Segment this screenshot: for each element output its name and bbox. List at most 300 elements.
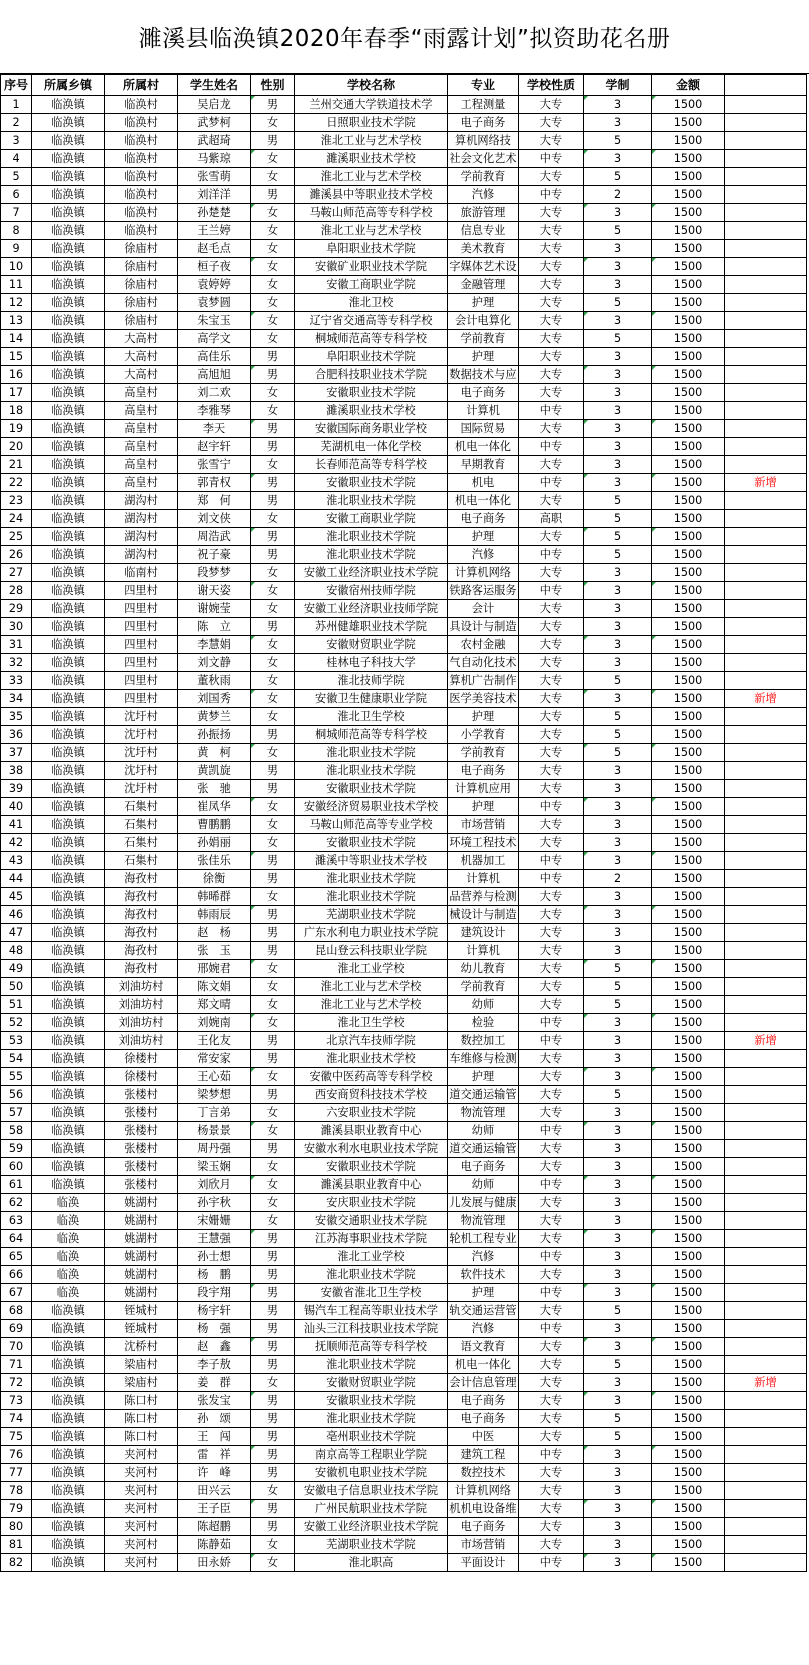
col-amount-cell: 1500 xyxy=(652,1536,725,1554)
col-school-name-cell: 安徽水利水电职业技术学院 xyxy=(295,1140,448,1158)
col-township-cell: 临涣镇 xyxy=(32,582,105,600)
col-school-name-cell: 安徽工商职业学院 xyxy=(295,510,448,528)
page-title: 濉溪县临涣镇2020年春季“雨露计划”拟资助花名册 xyxy=(0,0,809,74)
new-flag-cell xyxy=(725,1320,807,1338)
col-school-name-cell: 抚顺师范高等专科学校 xyxy=(295,1338,448,1356)
col-index-cell: 36 xyxy=(1,726,32,744)
col-student-name-cell: 常安家 xyxy=(178,1050,251,1068)
col-duration-cell: 3 xyxy=(584,1212,652,1230)
new-flag-cell xyxy=(725,1284,807,1302)
col-student-name-cell: 赵宇轩 xyxy=(178,438,251,456)
new-flag-cell xyxy=(725,1266,807,1284)
col-village-cell: 高皇村 xyxy=(105,384,178,402)
col-gender-cell: 女 xyxy=(251,1122,295,1140)
col-major-cell: 机电一体化 xyxy=(448,438,519,456)
new-flag-cell xyxy=(725,1050,807,1068)
col-village-cell: 海孜村 xyxy=(105,888,178,906)
col-amount-cell: 1500 xyxy=(652,1320,725,1338)
col-duration-cell: 5 xyxy=(584,672,652,690)
col-village-cell: 临涣村 xyxy=(105,186,178,204)
col-major-cell: 会计信息管理 xyxy=(448,1374,519,1392)
new-flag-cell xyxy=(725,1194,807,1212)
new-flag-cell xyxy=(725,204,807,222)
col-student-name-cell: 祝子豪 xyxy=(178,546,251,564)
col-amount-cell: 1500 xyxy=(652,1302,725,1320)
col-major-cell: 环境工程技术 xyxy=(448,834,519,852)
col-township-cell: 临涣镇 xyxy=(32,1176,105,1194)
new-flag-cell xyxy=(725,708,807,726)
col-duration-cell: 5 xyxy=(584,132,652,150)
col-village-cell: 张楼村 xyxy=(105,1176,178,1194)
col-school-name-cell: 亳州职业技术学院 xyxy=(295,1428,448,1446)
table-row xyxy=(1,690,807,708)
col-township-cell: 临涣镇 xyxy=(32,1032,105,1050)
col-major-cell: 机电 xyxy=(448,474,519,492)
col-major-cell: 平面设计 xyxy=(448,1554,519,1572)
col-amount-cell: 1500 xyxy=(652,330,725,348)
col-index-cell: 81 xyxy=(1,1536,32,1554)
col-index-cell: 37 xyxy=(1,744,32,762)
col-major-cell: 汽修 xyxy=(448,1320,519,1338)
col-duration-cell: 5 xyxy=(584,744,652,762)
col-major-cell: 市场营销 xyxy=(448,816,519,834)
col-duration-cell: 3 xyxy=(584,1104,652,1122)
new-flag-cell xyxy=(725,960,807,978)
col-school-type-cell: 大专 xyxy=(519,1266,584,1284)
col-township-cell: 临涣镇 xyxy=(32,528,105,546)
col-index-cell: 67 xyxy=(1,1284,32,1302)
new-flag-cell xyxy=(725,600,807,618)
col-index-cell: 44 xyxy=(1,870,32,888)
col-amount-cell: 1500 xyxy=(652,870,725,888)
col-village-cell: 姚湖村 xyxy=(105,1194,178,1212)
col-township-cell: 临涣镇 xyxy=(32,798,105,816)
col-gender-cell: 女 xyxy=(251,690,295,708)
col-gender-cell: 女 xyxy=(251,1212,295,1230)
col-major-cell: 汽修 xyxy=(448,1248,519,1266)
col-township-cell: 临涣镇 xyxy=(32,978,105,996)
col-duration-cell: 5 xyxy=(584,330,652,348)
col-school-name-cell: 安徽经济贸易职业技术学校 xyxy=(295,798,448,816)
col-student-name-cell: 张雪萌 xyxy=(178,168,251,186)
col-school-name-cell: 桐城师范高等专科学校 xyxy=(295,726,448,744)
col-township-cell: 临涣镇 xyxy=(32,186,105,204)
new-flag-cell xyxy=(725,240,807,258)
col-amount-cell: 1500 xyxy=(652,1338,725,1356)
col-amount-cell: 1500 xyxy=(652,1464,725,1482)
col-school-type-cell: 中专 xyxy=(519,1032,584,1050)
table-row xyxy=(1,1302,807,1320)
col-major-cell: 社会文化艺术 xyxy=(448,150,519,168)
new-flag-cell xyxy=(725,1302,807,1320)
col-amount-cell: 1500 xyxy=(652,114,725,132)
col-gender-cell: 女 xyxy=(251,636,295,654)
col-index-cell: 61 xyxy=(1,1176,32,1194)
table-row xyxy=(1,1158,807,1176)
new-flag-cell xyxy=(725,1482,807,1500)
col-index-cell: 77 xyxy=(1,1464,32,1482)
col-village-cell: 海孜村 xyxy=(105,870,178,888)
col-amount-cell: 1500 xyxy=(652,204,725,222)
col-index-cell: 52 xyxy=(1,1014,32,1032)
col-village-cell: 四里村 xyxy=(105,690,178,708)
col-amount-cell: 1500 xyxy=(652,708,725,726)
col-major-cell: 学前教育 xyxy=(448,978,519,996)
col-major-cell: 护理 xyxy=(448,1284,519,1302)
col-amount-cell: 1500 xyxy=(652,1500,725,1518)
col-school-type-cell: 大专 xyxy=(519,1230,584,1248)
col-amount-cell: 1500 xyxy=(652,564,725,582)
col-village-cell: 张楼村 xyxy=(105,1104,178,1122)
col-school-name-cell: 淮北技师学院 xyxy=(295,672,448,690)
new-flag-cell xyxy=(725,672,807,690)
col-school-name-cell: 淮北卫生学校 xyxy=(295,1014,448,1032)
col-index-cell: 4 xyxy=(1,150,32,168)
table-row xyxy=(1,1518,807,1536)
col-amount-cell: 1500 xyxy=(652,240,725,258)
col-index-cell: 18 xyxy=(1,402,32,420)
col-township-cell: 临涣镇 xyxy=(32,204,105,222)
col-village-cell: 张楼村 xyxy=(105,1086,178,1104)
col-duration-cell: 5 xyxy=(584,978,652,996)
col-school-type-cell: 大专 xyxy=(519,114,584,132)
new-flag-cell xyxy=(725,780,807,798)
col-school-type-cell: 中专 xyxy=(519,582,584,600)
col-gender-cell: 男 xyxy=(251,1266,295,1284)
col-major-cell: 建筑工程 xyxy=(448,1446,519,1464)
col-duration-cell: 5 xyxy=(584,492,652,510)
col-village-cell: 湖沟村 xyxy=(105,528,178,546)
col-township-cell: 临涣镇 xyxy=(32,960,105,978)
new-flag-cell: 新增 xyxy=(725,1032,807,1050)
col-gender-cell: 女 xyxy=(251,798,295,816)
table-row xyxy=(1,924,807,942)
col-index-cell: 50 xyxy=(1,978,32,996)
col-duration-cell: 5 xyxy=(584,1302,652,1320)
col-school-name-cell: 淮北工业与艺术学校 xyxy=(295,168,448,186)
col-school-type-cell: 大专 xyxy=(519,906,584,924)
col-school-name-cell: 淮北职业技术学院 xyxy=(295,870,448,888)
col-school-name-cell: 长春师范高等专科学校 xyxy=(295,456,448,474)
new-flag-cell xyxy=(725,150,807,168)
col-index-cell: 64 xyxy=(1,1230,32,1248)
col-school-type-cell: 大专 xyxy=(519,816,584,834)
col-township-cell: 临涣镇 xyxy=(32,636,105,654)
col-gender-cell: 男 xyxy=(251,1464,295,1482)
col-school-name-cell: 安徽职业技术学院 xyxy=(295,780,448,798)
col-major-cell: 学前教育 xyxy=(448,744,519,762)
col-township-cell: 临涣镇 xyxy=(32,312,105,330)
col-gender-cell: 女 xyxy=(251,510,295,528)
col-amount-header: 金额 xyxy=(652,75,725,96)
col-village-cell: 张楼村 xyxy=(105,1140,178,1158)
col-village-cell: 临涣村 xyxy=(105,204,178,222)
new-flag-cell xyxy=(725,402,807,420)
col-gender-cell: 男 xyxy=(251,438,295,456)
col-major-cell: 工程测量 xyxy=(448,96,519,114)
col-school-name-cell: 辽宁省交通高等专科学校 xyxy=(295,312,448,330)
col-amount-cell: 1500 xyxy=(652,942,725,960)
col-school-type-cell: 大专 xyxy=(519,132,584,150)
col-student-name-cell: 袁婷婷 xyxy=(178,276,251,294)
col-school-type-cell: 大专 xyxy=(519,168,584,186)
col-amount-cell: 1500 xyxy=(652,1248,725,1266)
col-school-name-cell: 淮北工业与艺术学校 xyxy=(295,222,448,240)
col-amount-cell: 1500 xyxy=(652,1230,725,1248)
col-gender-cell: 男 xyxy=(251,474,295,492)
new-flag-cell xyxy=(725,438,807,456)
col-school-type-cell: 大专 xyxy=(519,276,584,294)
col-amount-cell: 1500 xyxy=(652,150,725,168)
col-duration-cell: 5 xyxy=(584,1410,652,1428)
table-row xyxy=(1,1230,807,1248)
col-school-name-cell: 淮北卫生学校 xyxy=(295,708,448,726)
col-amount-cell: 1500 xyxy=(652,384,725,402)
col-school-type-cell: 中专 xyxy=(519,1122,584,1140)
col-index-cell: 1 xyxy=(1,96,32,114)
table-row xyxy=(1,276,807,294)
col-gender-cell: 男 xyxy=(251,870,295,888)
col-township-cell: 临涣镇 xyxy=(32,834,105,852)
col-duration-cell: 5 xyxy=(584,294,652,312)
col-school-name-cell: 安徽职业技术学院 xyxy=(295,834,448,852)
col-school-type-cell: 中专 xyxy=(519,474,584,492)
col-student-name-cell: 段梦梦 xyxy=(178,564,251,582)
col-township-cell: 临涣镇 xyxy=(32,492,105,510)
col-township-cell: 临涣镇 xyxy=(32,402,105,420)
col-gender-cell: 男 xyxy=(251,1140,295,1158)
new-flag-cell xyxy=(725,186,807,204)
col-village-cell: 沈圩村 xyxy=(105,708,178,726)
col-major-cell: 语文教育 xyxy=(448,1338,519,1356)
col-school-type-cell: 大专 xyxy=(519,726,584,744)
col-index-cell: 55 xyxy=(1,1068,32,1086)
col-student-name-cell: 谢婉莹 xyxy=(178,600,251,618)
col-major-cell: 国际贸易 xyxy=(448,420,519,438)
col-township-cell: 临涣镇 xyxy=(32,384,105,402)
col-student-name-cell: 孙振扬 xyxy=(178,726,251,744)
col-major-cell: 电子商务 xyxy=(448,510,519,528)
col-major-cell: 电子商务 xyxy=(448,1518,519,1536)
col-duration-cell: 3 xyxy=(584,1248,652,1266)
col-duration-cell: 3 xyxy=(584,1446,652,1464)
col-school-type-cell: 大专 xyxy=(519,204,584,222)
col-gender-cell: 女 xyxy=(251,960,295,978)
roster-table xyxy=(0,74,807,1572)
col-index-cell: 29 xyxy=(1,600,32,618)
col-school-type-cell: 大专 xyxy=(519,924,584,942)
col-township-cell: 临涣镇 xyxy=(32,1086,105,1104)
col-school-type-cell: 大专 xyxy=(519,978,584,996)
col-amount-cell: 1500 xyxy=(652,1176,725,1194)
col-school-name-cell: 安徽宿州技师学院 xyxy=(295,582,448,600)
col-amount-cell: 1500 xyxy=(652,1194,725,1212)
col-amount-cell: 1500 xyxy=(652,348,725,366)
col-major-cell: 数控加工 xyxy=(448,1032,519,1050)
col-village-cell: 铚城村 xyxy=(105,1302,178,1320)
col-school-name-cell: 汕头三江科技职业技术学院 xyxy=(295,1320,448,1338)
col-township-cell: 临涣镇 xyxy=(32,1374,105,1392)
col-duration-cell: 3 xyxy=(584,348,652,366)
col-township-cell: 临涣镇 xyxy=(32,546,105,564)
col-amount-cell: 1500 xyxy=(652,906,725,924)
table-row xyxy=(1,672,807,690)
new-flag-cell xyxy=(725,1248,807,1266)
new-flag-cell xyxy=(725,96,807,114)
new-flag-cell xyxy=(725,834,807,852)
col-school-name-cell: 淮北职业技术学院 xyxy=(295,1266,448,1284)
col-gender-cell: 男 xyxy=(251,1230,295,1248)
col-amount-cell: 1500 xyxy=(652,834,725,852)
table-row xyxy=(1,906,807,924)
col-school-type-cell: 大专 xyxy=(519,1158,584,1176)
col-school-type-cell: 大专 xyxy=(519,1356,584,1374)
col-major-cell: 计算机应用 xyxy=(448,780,519,798)
col-amount-cell: 1500 xyxy=(652,1122,725,1140)
col-school-type-cell: 大专 xyxy=(519,1212,584,1230)
col-village-cell: 临涣村 xyxy=(105,222,178,240)
col-school-name-cell: 濉溪中等职业技术学校 xyxy=(295,852,448,870)
new-flag-cell xyxy=(725,222,807,240)
col-village-cell: 铚城村 xyxy=(105,1320,178,1338)
table-row xyxy=(1,96,807,114)
col-index-cell: 20 xyxy=(1,438,32,456)
table-row xyxy=(1,1104,807,1122)
col-school-type-cell: 大专 xyxy=(519,1338,584,1356)
col-gender-cell: 女 xyxy=(251,1014,295,1032)
col-school-name-cell: 日照职业技术学院 xyxy=(295,114,448,132)
col-village-cell: 夹河村 xyxy=(105,1482,178,1500)
col-amount-cell: 1500 xyxy=(652,960,725,978)
new-flag-cell xyxy=(725,492,807,510)
table-row xyxy=(1,1194,807,1212)
col-duration-cell: 3 xyxy=(584,1464,652,1482)
col-student-name-cell: 赵 杨 xyxy=(178,924,251,942)
col-village-cell: 石集村 xyxy=(105,852,178,870)
col-major-cell: 金融管理 xyxy=(448,276,519,294)
table-row xyxy=(1,168,807,186)
col-amount-cell: 1500 xyxy=(652,492,725,510)
col-township-cell: 临涣镇 xyxy=(32,276,105,294)
table-row xyxy=(1,1068,807,1086)
col-index-cell: 76 xyxy=(1,1446,32,1464)
col-index-cell: 72 xyxy=(1,1374,32,1392)
table-row xyxy=(1,420,807,438)
col-gender-cell: 女 xyxy=(251,600,295,618)
col-index-cell: 51 xyxy=(1,996,32,1014)
col-duration-cell: 3 xyxy=(584,798,652,816)
col-school-type-cell: 高职 xyxy=(519,510,584,528)
col-gender-cell: 女 xyxy=(251,1554,295,1572)
new-flag-cell xyxy=(725,996,807,1014)
col-township-cell: 临涣镇 xyxy=(32,1014,105,1032)
col-school-type-cell: 大专 xyxy=(519,96,584,114)
table-row xyxy=(1,1554,807,1572)
table-row xyxy=(1,1500,807,1518)
col-major-cell: 护理 xyxy=(448,1068,519,1086)
new-flag-cell xyxy=(725,1554,807,1572)
col-village-cell: 沈桥村 xyxy=(105,1338,178,1356)
new-flag-cell xyxy=(725,1176,807,1194)
col-school-name-cell: 兰州交通大学铁道技术学 xyxy=(295,96,448,114)
col-village-cell: 湖沟村 xyxy=(105,492,178,510)
col-duration-cell: 5 xyxy=(584,510,652,528)
col-amount-cell: 1500 xyxy=(652,852,725,870)
col-student-name-cell: 王子臣 xyxy=(178,1500,251,1518)
col-student-name-cell: 姜 群 xyxy=(178,1374,251,1392)
col-school-name-cell: 桐城师范高等专科学校 xyxy=(295,330,448,348)
col-school-type-cell: 大专 xyxy=(519,744,584,762)
col-amount-cell: 1500 xyxy=(652,222,725,240)
col-duration-cell: 5 xyxy=(584,528,652,546)
col-gender-cell: 女 xyxy=(251,1158,295,1176)
new-flag-cell xyxy=(725,1446,807,1464)
col-village-cell: 夹河村 xyxy=(105,1518,178,1536)
col-school-name-cell: 淮北工业与艺术学校 xyxy=(295,132,448,150)
col-major-cell: 电子商务 xyxy=(448,1392,519,1410)
col-student-name-cell: 刘文静 xyxy=(178,654,251,672)
col-school-name-cell: 濉溪县职业教育中心 xyxy=(295,1176,448,1194)
col-village-cell: 陈口村 xyxy=(105,1392,178,1410)
col-index-cell: 16 xyxy=(1,366,32,384)
col-township-cell: 临涣镇 xyxy=(32,816,105,834)
col-student-name-cell: 王兰婷 xyxy=(178,222,251,240)
col-village-cell: 徐楼村 xyxy=(105,1050,178,1068)
col-gender-cell: 女 xyxy=(251,708,295,726)
col-township-cell: 临涣镇 xyxy=(32,132,105,150)
col-duration-cell: 3 xyxy=(584,1284,652,1302)
col-amount-cell: 1500 xyxy=(652,1356,725,1374)
col-gender-cell: 女 xyxy=(251,276,295,294)
col-gender-cell: 男 xyxy=(251,528,295,546)
col-township-cell: 临涣镇 xyxy=(32,690,105,708)
col-school-type-cell: 大专 xyxy=(519,960,584,978)
col-village-cell: 四里村 xyxy=(105,600,178,618)
col-village-cell: 湖沟村 xyxy=(105,546,178,564)
new-flag-cell xyxy=(725,348,807,366)
col-duration-cell: 3 xyxy=(584,1266,652,1284)
col-school-name-cell: 安徽工商职业学院 xyxy=(295,276,448,294)
col-township-cell: 临涣镇 xyxy=(32,240,105,258)
col-index-cell: 54 xyxy=(1,1050,32,1068)
col-major-cell: 电子商务 xyxy=(448,114,519,132)
col-amount-cell: 1500 xyxy=(652,1050,725,1068)
col-village-cell: 姚湖村 xyxy=(105,1230,178,1248)
col-village-cell: 夹河村 xyxy=(105,1446,178,1464)
col-index-cell: 9 xyxy=(1,240,32,258)
table-row xyxy=(1,1374,807,1392)
col-amount-cell: 1500 xyxy=(652,726,725,744)
new-flag-cell xyxy=(725,978,807,996)
col-village-cell: 梁庙村 xyxy=(105,1356,178,1374)
col-duration-cell: 3 xyxy=(584,852,652,870)
col-major-cell: 道交通运输管 xyxy=(448,1140,519,1158)
col-amount-cell: 1500 xyxy=(652,780,725,798)
table-row xyxy=(1,1212,807,1230)
table-row xyxy=(1,762,807,780)
col-school-type-cell: 大专 xyxy=(519,222,584,240)
col-school-name-cell: 淮北职业技术学院 xyxy=(295,744,448,762)
col-duration-cell: 3 xyxy=(584,636,652,654)
table-row xyxy=(1,1140,807,1158)
col-student-name-cell: 王慧强 xyxy=(178,1230,251,1248)
col-amount-cell: 1500 xyxy=(652,1284,725,1302)
col-amount-cell: 1500 xyxy=(652,456,725,474)
col-student-name-cell: 周丹强 xyxy=(178,1140,251,1158)
col-amount-cell: 1500 xyxy=(652,420,725,438)
col-school-type-cell: 大专 xyxy=(519,1500,584,1518)
col-major-cell: 小学教育 xyxy=(448,726,519,744)
